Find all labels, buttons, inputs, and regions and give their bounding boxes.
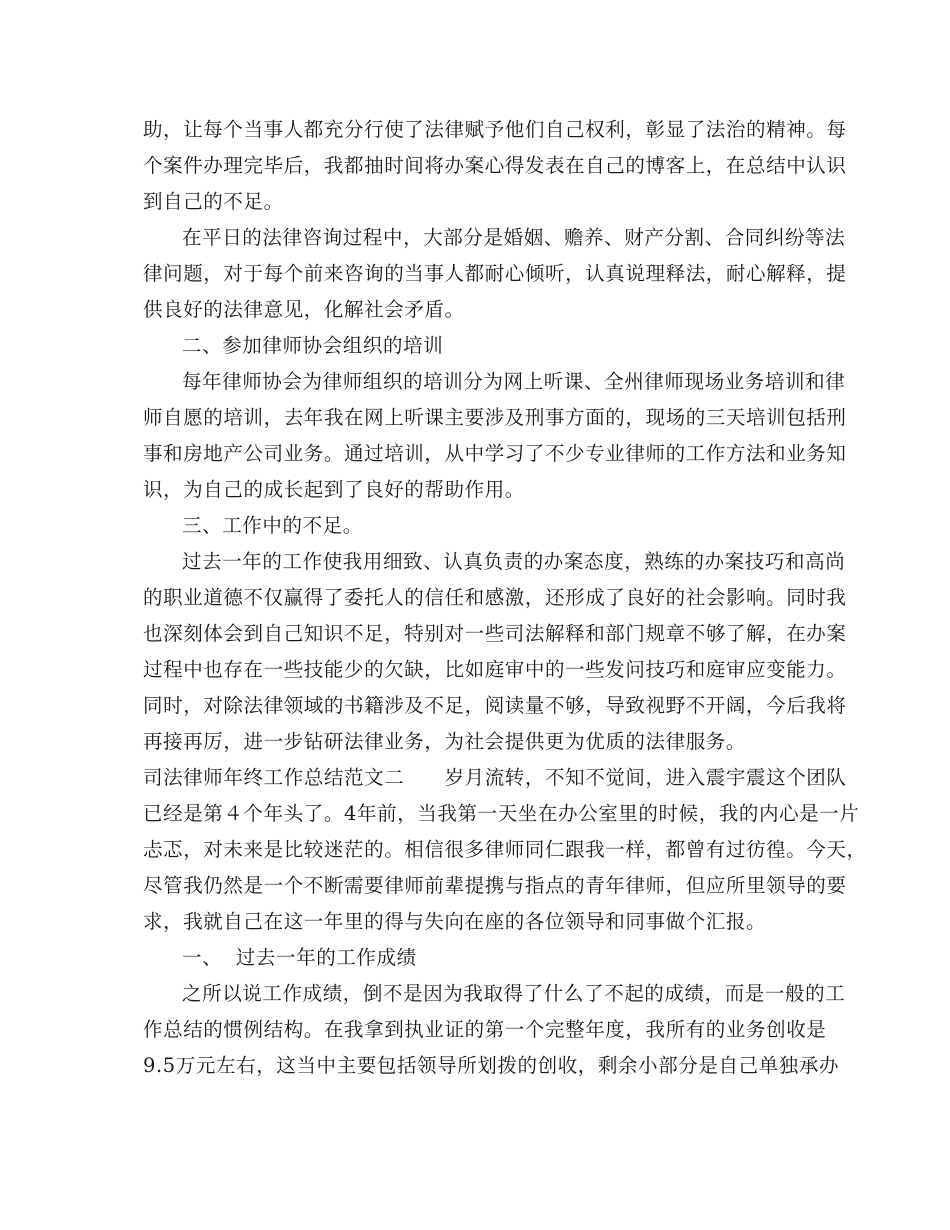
text-line: 的职业道德不仅赢得了委托人的信任和感激，还形成了良好的社会影响。同时我: [143, 586, 847, 609]
article-title-line: 司法律师年终工作总结范文二 岁月流转，不知不觉间，进入震宇震这个团队: [143, 766, 847, 789]
section-heading: 一、 过去一年的工作成绩: [182, 946, 417, 969]
text-line: 9.5万元左右，这当中主要包括领导所划拨的创收，剩余小部分是自己单独承办: [143, 1054, 840, 1077]
text-line: 识，为自己的成长起到了良好的帮助作用。: [143, 478, 525, 501]
text-line: 事和房地产公司业务。通过培训，从中学习了不少专业律师的工作方法和业务知: [143, 442, 847, 465]
text-line: 再接再厉，进一步钻研法律业务，为社会提供更为优质的法律服务。: [143, 730, 747, 753]
text-line: 供良好的法律意见，化解社会矛盾。: [143, 298, 465, 321]
text-line: 到自己的不足。: [143, 190, 284, 213]
text-line: 求，我就自己在这一年里的得与失向在座的各位领导和同事做个汇报。: [143, 910, 767, 933]
text-line: 同时，对除法律领域的书籍涉及不足，阅读量不够，导致视野不开阔，今后我将: [143, 694, 847, 717]
text-line: 已经是第４个年头了。4年前，当我第一天坐在办公室里的时候，我的内心是一片: [143, 802, 860, 825]
text-line: 也深刻体会到自己知识不足，特别对一些司法解释和部门规章不够了解，在办案: [143, 622, 847, 645]
paragraph-first-line: 每年律师协会为律师组织的培训分为网上听课、全州律师现场业务培训和律: [182, 370, 846, 393]
text-line: 作总结的惯例结构。在我拿到执业证的第一个完整年度，我所有的业务创收是: [143, 1018, 827, 1041]
paragraph-first-line: 过去一年的工作使我用细致、认真负责的办案态度，熟练的办案技巧和高尚: [182, 550, 846, 573]
paragraph-first-line: 之所以说工作成绩，倒不是因为我取得了什么了不起的成绩，而是一般的工: [182, 982, 846, 1005]
text-line: 过程中也存在一些技能少的欠缺，比如庭审中的一些发问技巧和庭审应变能力。: [143, 658, 847, 681]
section-heading: 二、参加律师协会组织的培训: [182, 334, 444, 357]
text-line: 忐忑，对未来是比较迷茫的。相信很多律师同仁跟我一样，都曾有过彷徨。今天，: [143, 838, 867, 861]
text-line: 尽管我仍然是一个不断需要律师前辈提携与指点的青年律师，但应所里领导的要: [143, 874, 847, 897]
text-line: 个案件办理完毕后，我都抽时间将办案心得发表在自己的博客上，在总结中认识: [143, 154, 847, 177]
paragraph-first-line: 在平日的法律咨询过程中，大部分是婚姻、赡养、财产分割、合同纠纷等法: [182, 226, 846, 249]
text-line: 助，让每个当事人都充分行使了法律赋予他们自己权利，彰显了法治的精神。每: [143, 118, 847, 141]
section-heading: 三、工作中的不足。: [182, 514, 363, 537]
text-line: 师自愿的培训，去年我在网上听课主要涉及刑事方面的，现场的三天培训包括刑: [143, 406, 847, 429]
text-line: 律问题，对于每个前来咨询的当事人都耐心倾听，认真说理释法，耐心解释，提: [143, 262, 847, 285]
